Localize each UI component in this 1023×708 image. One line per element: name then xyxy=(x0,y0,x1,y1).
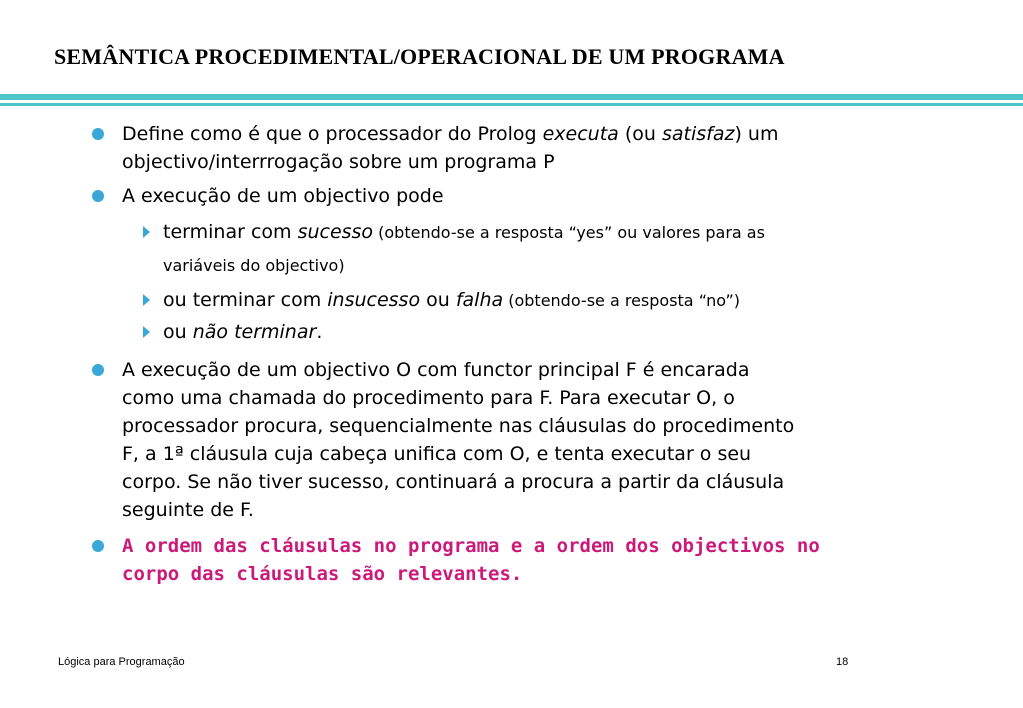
sub-bullet-arrow-icon xyxy=(143,226,150,238)
term-satisfaz: satisfaz xyxy=(661,123,735,145)
bullet-3-line: F, a 1ª cláusula cuja cabeça unifica com O, e tenta executar o seu xyxy=(122,443,752,465)
text-segment: (obtendo-se a resposta “yes” ou valores para as xyxy=(373,223,765,242)
bullet-dot-icon xyxy=(92,190,104,202)
text-segment: (obtendo-se a resposta “no”) xyxy=(503,291,740,310)
bullet-dot-icon xyxy=(92,540,104,552)
bullet-1 xyxy=(122,120,778,176)
term-nao-terminar: não terminar xyxy=(192,321,317,343)
bullet-3-line: A execução de um objectivo O com functor principal F é encarada xyxy=(122,359,750,381)
term-sucesso: sucesso xyxy=(297,221,374,243)
title-rule-thick xyxy=(0,94,1023,100)
sub-bullet-1-line-1 xyxy=(163,218,765,247)
bullet-4-highlight xyxy=(122,532,820,588)
page-title: SEMÂNTICA PROCEDIMENTAL/OPERACIONAL DE UM PROGRAMA xyxy=(54,44,785,69)
bullet-3-line: processador procura, sequencialmente nas cláusulas do procedimento xyxy=(122,415,795,437)
text-segment: (ou xyxy=(618,123,662,145)
bullet-3-line: seguinte de F. xyxy=(122,499,254,521)
bullet-3-line: corpo. Se não tiver sucesso, continuará a procura a partir da cláusula xyxy=(122,471,785,493)
term-insucesso: insucesso xyxy=(327,289,421,311)
sub-bullet-3 xyxy=(163,318,322,346)
bullet-2: A execução de um objectivo pode xyxy=(122,185,444,207)
term-executa: executa xyxy=(542,123,619,145)
bullet-4-line: A ordem das cláusulas no programa e a ordem dos objectivos no xyxy=(122,535,820,557)
text-segment: terminar com xyxy=(163,221,298,243)
term-falha: falha xyxy=(455,289,504,311)
bullet-dot-icon xyxy=(92,128,104,140)
text-segment: ) um xyxy=(734,123,779,145)
bullet-4-line: corpo das cláusulas são relevantes. xyxy=(122,563,523,585)
sub-bullet-arrow-icon xyxy=(143,326,150,338)
footer-page-number: 18 xyxy=(836,656,849,668)
bullet-1-line-2: objectivo/interrrogação sobre um programa P xyxy=(122,151,555,173)
sub-bullet-1-line-2: variáveis do objectivo) xyxy=(163,256,345,275)
title-rule-thin xyxy=(0,103,1023,106)
text-segment: ou xyxy=(420,289,456,311)
bullet-dot-icon xyxy=(92,364,104,376)
bullet-3 xyxy=(122,356,794,524)
bullet-1-line-1 xyxy=(122,120,778,148)
text-segment: ou terminar com xyxy=(163,289,328,311)
text-segment: Define como é que o processador do Prolog xyxy=(122,123,543,145)
footer-course-title: Lógica para Programação xyxy=(58,656,185,668)
bullet-3-line: como uma chamada do procedimento para F. Para executar O, o xyxy=(122,387,735,409)
sub-bullet-2 xyxy=(163,286,740,315)
sub-bullet-arrow-icon xyxy=(143,294,150,306)
text-segment: ou xyxy=(163,321,193,343)
text-segment: . xyxy=(316,321,323,343)
